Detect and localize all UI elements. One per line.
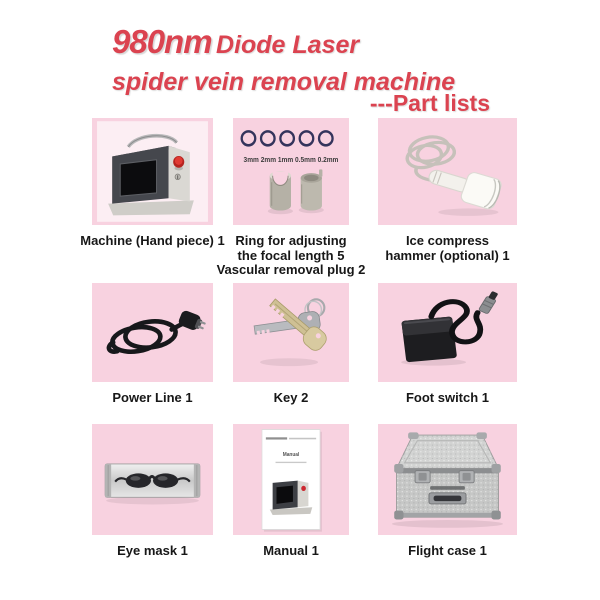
caption-line: the focal length 5 [237,247,345,263]
foot-switch-illustration [378,283,517,382]
part-tile-ice-hammer [378,118,517,225]
part-tile-focal-rings [233,118,349,225]
manual-page-title: Manual [282,451,300,459]
part-tile-power-line [92,283,213,382]
part-tile-eye-mask [92,424,213,535]
title-rest-text: Diode Laser [216,31,360,59]
caption-line: Ice compress [405,233,490,248]
part-caption-power-line [72,391,233,406]
part-tile-key [233,283,349,382]
brand-text: 980nm [112,23,212,60]
caption-line: Ring for adjusting [235,233,347,248]
caption-line: Flight case 1 [408,543,487,558]
part-caption-focal-rings [213,234,369,278]
eye-mask-illustration [92,424,213,535]
part-caption-manual [213,544,369,559]
title-line-1 [112,24,494,67]
part-tile-foot-switch [378,283,517,382]
caption-line: Foot switch 1 [405,390,490,405]
part-caption-eye-mask [72,544,233,559]
part-caption-ice-hammer [356,234,539,263]
part-caption-machine [72,234,233,249]
ring-sizes-label: 3mm 2mm 1mm 0.5mm 0.2mm [243,156,339,164]
poster-header [112,24,494,96]
part-caption-key [213,391,369,406]
caption-line: Power Line 1 [112,390,193,405]
part-tile-manual [233,424,349,535]
caption-line: hammer (optional) 1 [385,247,510,263]
part-caption-flight-case [356,544,539,559]
caption-line: Key 2 [273,390,309,405]
manual-illustration [233,424,349,535]
title-line-2: spider vein removal machine [112,68,456,96]
caption-line: Vascular removal plug 2 [216,262,366,277]
caption-line: Machine (Hand piece) 1 [80,233,225,248]
part-tile-machine [92,118,213,225]
part-tile-flight-case [378,424,517,535]
case-handle [429,493,466,504]
key-illustration [233,283,349,382]
power-line-illustration [92,283,213,382]
caption-line: Eye mask 1 [117,543,188,558]
flight-case-illustration [378,424,517,535]
caption-line: Manual 1 [263,543,319,558]
machine-illustration [92,118,213,225]
part-lists-label: ---Part lists [369,90,490,116]
part-caption-foot-switch [356,391,539,406]
ice-hammer-illustration [378,118,517,225]
focal-rings-illustration [233,118,349,225]
